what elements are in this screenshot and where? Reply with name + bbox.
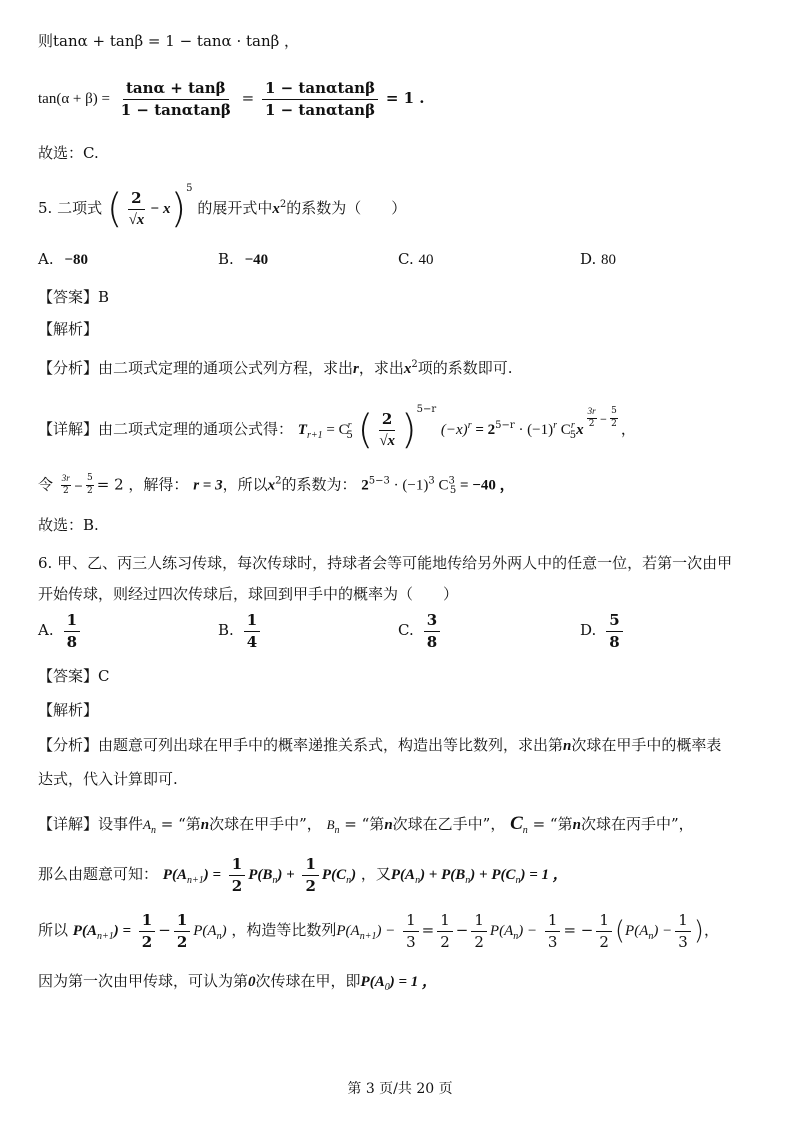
ling-mid: ，所以 [222, 475, 268, 494]
ling-frac-2 [86, 474, 94, 497]
analysis-text: 【分析】由题意可列出球在甲手中的概率递推关系式，构造出等比数列，求出第 [38, 736, 564, 754]
option-num: 1 [64, 612, 80, 632]
event-c: C [510, 813, 523, 834]
analysis-text-2: ，求出 [358, 359, 404, 377]
option-label: B. [218, 250, 234, 268]
neg-x: (−x) [440, 422, 468, 438]
so-k1 [437, 912, 453, 950]
q5-answer: 【答案】B [38, 288, 110, 306]
so-p-end: ) = [113, 923, 132, 939]
option-label: C. [398, 250, 414, 268]
half-2-num: 1 [302, 856, 318, 876]
so-qa-sub: n [513, 931, 519, 942]
so-q: P(A [336, 923, 360, 939]
so-t1-num: 1 [403, 912, 419, 932]
option-value: 80 [601, 252, 617, 268]
detail-n1: n [200, 817, 210, 833]
power-1: 5−r [416, 404, 437, 415]
p-c: P(C [321, 867, 347, 883]
option-value: −80 [64, 252, 88, 268]
ling-val: 2 [361, 477, 369, 494]
t-symbol: T [297, 422, 307, 438]
so-t3-den: 3 [678, 932, 688, 951]
q6-answer: 【答案】C [38, 667, 110, 685]
option-den: 8 [609, 632, 620, 651]
ling-frac-1-den: 2 [62, 485, 69, 496]
exp-den-1: 2 [588, 418, 595, 429]
left-paren: ( [357, 407, 374, 453]
ling-neg-one-power: 3 [428, 475, 435, 487]
tan-sum-condition: 则tanα + tanβ = 1 − tanα · tanβ ， [38, 32, 300, 50]
half-1-num: 1 [229, 856, 245, 876]
so-h1-den: 2 [141, 932, 153, 951]
event-a-sub: n [150, 825, 156, 836]
exp-num-2: 5 [610, 407, 618, 419]
ling-eq: = 2 ，解得： [96, 475, 189, 494]
q6-option-a [38, 612, 83, 650]
so-t2 [545, 912, 561, 950]
event-a: A [143, 817, 151, 832]
detail-fraction-num: 2 [379, 411, 395, 431]
result-one: = 1 . [385, 89, 425, 107]
so-pa-end: ) [221, 923, 227, 939]
analysis-x-power: 2 [411, 359, 418, 370]
q6-detail [38, 814, 694, 836]
neg-one: · (−1) [514, 422, 554, 438]
because-p-end: ) = 1 ， [389, 974, 437, 990]
q5-minus-x: − x [150, 201, 171, 217]
so-minus2: − [455, 921, 469, 939]
q5-option-b [218, 252, 268, 268]
sum-a-sub: n [415, 875, 421, 886]
equals-sign: = [241, 89, 255, 107]
so-t2-den: 3 [547, 932, 558, 951]
x-exponent [584, 405, 621, 429]
analysis-n: n [563, 738, 572, 754]
q5-select: 故选：B. [38, 516, 99, 534]
detail-t5: = “第 [532, 815, 573, 833]
so-qa-end: ) − [518, 923, 538, 939]
ling-text: 令 [38, 475, 54, 494]
fraction-2 [262, 80, 378, 118]
so-inner-end: ) − [653, 923, 673, 939]
ling-c: C [434, 477, 449, 494]
sum-b-sub: n [465, 875, 471, 886]
so-h2-den: 2 [176, 932, 188, 951]
q5-text-1: 的展开式中 [197, 199, 273, 217]
so-inner: P(A [625, 923, 649, 939]
option-label: D. [580, 621, 597, 639]
q6-analysis-2: 达式，代入计算即可. [38, 770, 178, 788]
ling-mid2: 的系数为： [281, 475, 357, 494]
select-c: 故选：C. [38, 144, 99, 162]
p-b: P(B [248, 867, 273, 883]
exp-frac-1 [587, 407, 597, 430]
ling-frac-1-num: 3r [61, 474, 71, 486]
so-text: 所以 [38, 921, 69, 939]
ling-c-sub: 5 [449, 485, 457, 497]
then-mid: ，又 [360, 865, 391, 883]
sum-c-sub: n [515, 875, 521, 886]
so-p: P(A [72, 923, 97, 939]
so-h1 [139, 912, 155, 950]
right-paren: ) [400, 407, 417, 453]
c-sub: 5 [346, 430, 353, 441]
so-p-sub: n+1 [96, 931, 114, 942]
q5-fraction-den: √x [128, 211, 145, 228]
so-h2 [174, 912, 190, 950]
c-sup: r [347, 420, 352, 431]
detail-t6: 次球在丙手中”， [580, 815, 694, 833]
option-label: B. [218, 621, 234, 639]
half-2 [302, 856, 318, 894]
so-t3-num: 1 [675, 912, 691, 932]
analysis-text-1: 【分析】由二项式定理的通项公式列方程，求出 [38, 359, 354, 377]
so-inner-sub: n [648, 931, 654, 942]
ling-x-power: 2 [275, 475, 282, 487]
q5-ling [38, 474, 515, 497]
exp-frac-2 [610, 407, 618, 430]
p-b-end: ) + [277, 867, 295, 883]
analysis-x: x [403, 361, 412, 377]
q5-x: x [272, 201, 280, 217]
q6-line-2: 开始传球，则经过四次传球后，球回到甲手中的概率为（ ） [38, 585, 459, 603]
binomial-c2: C [557, 422, 571, 438]
q5-power: 5 [186, 183, 193, 194]
detail-end: ， [620, 420, 636, 438]
detail-fraction-den: √x [379, 432, 395, 449]
so-h1-num: 1 [139, 912, 155, 932]
x-base: x [576, 422, 584, 438]
so-eq: = [421, 921, 435, 939]
fraction-1 [118, 80, 234, 118]
fraction-2-numerator: 1 − tanαtanβ [262, 80, 378, 100]
so-end: ， [703, 921, 719, 939]
option-num: 5 [606, 612, 622, 632]
q5-analysis [38, 360, 513, 377]
ling-x: x [267, 477, 276, 494]
option-fraction [64, 612, 80, 650]
so-k2-den: 2 [474, 932, 484, 951]
so-k1-num: 1 [437, 912, 453, 932]
tan-sum-formula [38, 80, 424, 118]
option-value: −40 [244, 252, 269, 268]
q5-text-2: 的系数为（ ） [286, 199, 407, 217]
so-h2-num: 1 [174, 912, 190, 932]
detail-text: 【详解】设事件 [38, 815, 144, 833]
so-k3-num: 1 [596, 912, 612, 932]
right-paren: ) [170, 186, 187, 232]
half-1-den: 2 [231, 876, 243, 895]
detail-t3: = “第 [344, 815, 385, 833]
q5-detail [38, 404, 636, 453]
exp-den-2: 2 [611, 418, 617, 429]
option-label: D. [580, 250, 597, 268]
q6-so [38, 912, 719, 950]
fraction-2-denominator: 1 − tanαtanβ [264, 100, 376, 119]
because-text: 因为第一次由甲传球，可认为第 [38, 972, 249, 990]
then-text: 那么由题意可知： [38, 865, 159, 883]
ling-c-sup: 3 [448, 475, 455, 487]
page-footer: 第 3 页/共 20 页 [347, 1081, 453, 1097]
q6-analysis-1 [38, 738, 721, 754]
so-k3 [596, 912, 612, 950]
p-a-end: ) = [203, 867, 222, 883]
option-num: 3 [424, 612, 440, 632]
right-paren: ) [693, 916, 704, 946]
q5-x-power: 2 [279, 199, 287, 210]
ling-minus: − [73, 479, 84, 493]
fraction-1-denominator: 1 − tanαtanβ [120, 100, 231, 119]
q6-jiexi: 【解析】 [38, 701, 99, 719]
q5-fraction-num: 2 [128, 190, 144, 210]
q5-option-d [580, 252, 616, 268]
event-b-sub: n [334, 825, 340, 836]
q5-fraction [125, 190, 147, 228]
detail-text: 【详解】由二项式定理的通项公式得： [38, 420, 294, 438]
option-den: 8 [66, 632, 78, 651]
option-fraction [606, 612, 622, 650]
sum-a: P(A [390, 867, 416, 883]
q6-option-c [398, 612, 443, 650]
analysis-r: r [353, 361, 359, 377]
half-1 [229, 856, 245, 894]
so-k3-den: 2 [599, 932, 609, 951]
so-t1 [403, 912, 419, 950]
ling-frac-1 [61, 474, 71, 497]
so-pa-sub: n [216, 931, 222, 942]
sum-end: ) = 1 ， [520, 867, 568, 883]
detail-t4: 次球在乙手中”， [392, 815, 506, 833]
sum-c: ) + P(C [470, 867, 516, 883]
exp-num-1: 3r [587, 407, 597, 419]
question-5-stem [38, 183, 407, 232]
ling-r3: r = 3 [193, 477, 223, 494]
two-base: = 2 [471, 422, 496, 438]
power-3: 5−r [495, 420, 515, 431]
q6-then [38, 856, 568, 894]
detail-n2: n [384, 817, 393, 833]
because-p-sub: 0 [384, 982, 390, 993]
so-k2 [471, 912, 487, 950]
detail-t1: = “第 [160, 815, 201, 833]
q5-prefix: 5. 二项式 [38, 199, 103, 217]
so-q-end: ) − [376, 923, 396, 939]
option-label: A. [38, 250, 54, 268]
c2-sup: r [570, 420, 575, 431]
option-fraction [244, 612, 260, 650]
detail-t2: 次球在甲手中”， [209, 815, 322, 833]
analysis-text-3: 项的系数即可. [417, 359, 513, 377]
option-label: A. [38, 621, 54, 639]
detail-fraction [376, 411, 398, 449]
because-zero: 0 [248, 974, 256, 990]
q5-jiexi: 【解析】 [38, 320, 99, 338]
sum-b: ) + P(B [420, 867, 466, 883]
q6-line-1: 6. 甲、乙、丙三人练习传球，每次传球时，持球者会等可能地传给另外两人中的任意一位，若第一次由甲 [38, 554, 733, 572]
tan-lhs: tan(α + β) = [38, 91, 110, 107]
so-pa: P(A [193, 923, 217, 939]
event-b: B [326, 817, 335, 832]
q5-option-a [38, 252, 88, 268]
left-paren: ( [106, 186, 123, 232]
because-mid: 次传球在甲，即 [255, 972, 361, 990]
t-subscript: r+1 [306, 430, 323, 441]
event-c-sub: n [522, 825, 528, 836]
so-t3 [675, 912, 691, 950]
ling-neg-one: · (−1) [389, 477, 429, 494]
q6-option-b [218, 612, 263, 650]
option-den: 4 [246, 632, 258, 651]
p-a: P(A [162, 867, 187, 883]
option-den: 8 [426, 632, 438, 651]
so-eq2: = − [563, 921, 594, 939]
so-qa: P(A [489, 923, 514, 939]
exp-minus: − [599, 415, 608, 425]
so-k2-num: 1 [471, 912, 487, 932]
ling-val-power: 5−3 [368, 475, 390, 487]
p-c-sub: n [346, 875, 352, 886]
half-2-den: 2 [305, 876, 316, 895]
c2-sub: 5 [569, 430, 577, 441]
p-b-sub: n [272, 875, 278, 886]
power-2: r [467, 420, 472, 431]
q5-option-c [398, 252, 434, 268]
fraction-1-numerator: tanα + tanβ [123, 80, 229, 100]
option-num: 1 [244, 612, 260, 632]
detail-n3: n [572, 817, 581, 833]
p-a-sub: n+1 [186, 875, 204, 886]
so-t1-den: 3 [406, 932, 416, 951]
option-label: C. [398, 621, 414, 639]
so-minus: − [158, 921, 171, 939]
because-p: P(A [360, 974, 385, 990]
ling-frac-2-den: 2 [87, 485, 93, 496]
so-q-sub: n+1 [359, 931, 377, 942]
q6-option-d [580, 612, 626, 650]
ling-result: = −40 ， [456, 477, 515, 494]
power-4: r [553, 420, 558, 431]
so-t2-num: 1 [545, 912, 561, 932]
option-value: 40 [418, 252, 434, 268]
p-c-end: ) [351, 867, 357, 883]
q6-because [38, 974, 437, 993]
so-k1-den: 2 [440, 932, 450, 951]
ling-frac-2-num: 5 [86, 474, 94, 486]
analysis-text-2: 次球在甲手中的概率表 [571, 736, 722, 754]
so-mid: ，构造等比数列 [231, 921, 337, 939]
option-fraction [424, 612, 440, 650]
binomial-c: = C [322, 422, 349, 438]
left-paren: ( [614, 916, 626, 946]
